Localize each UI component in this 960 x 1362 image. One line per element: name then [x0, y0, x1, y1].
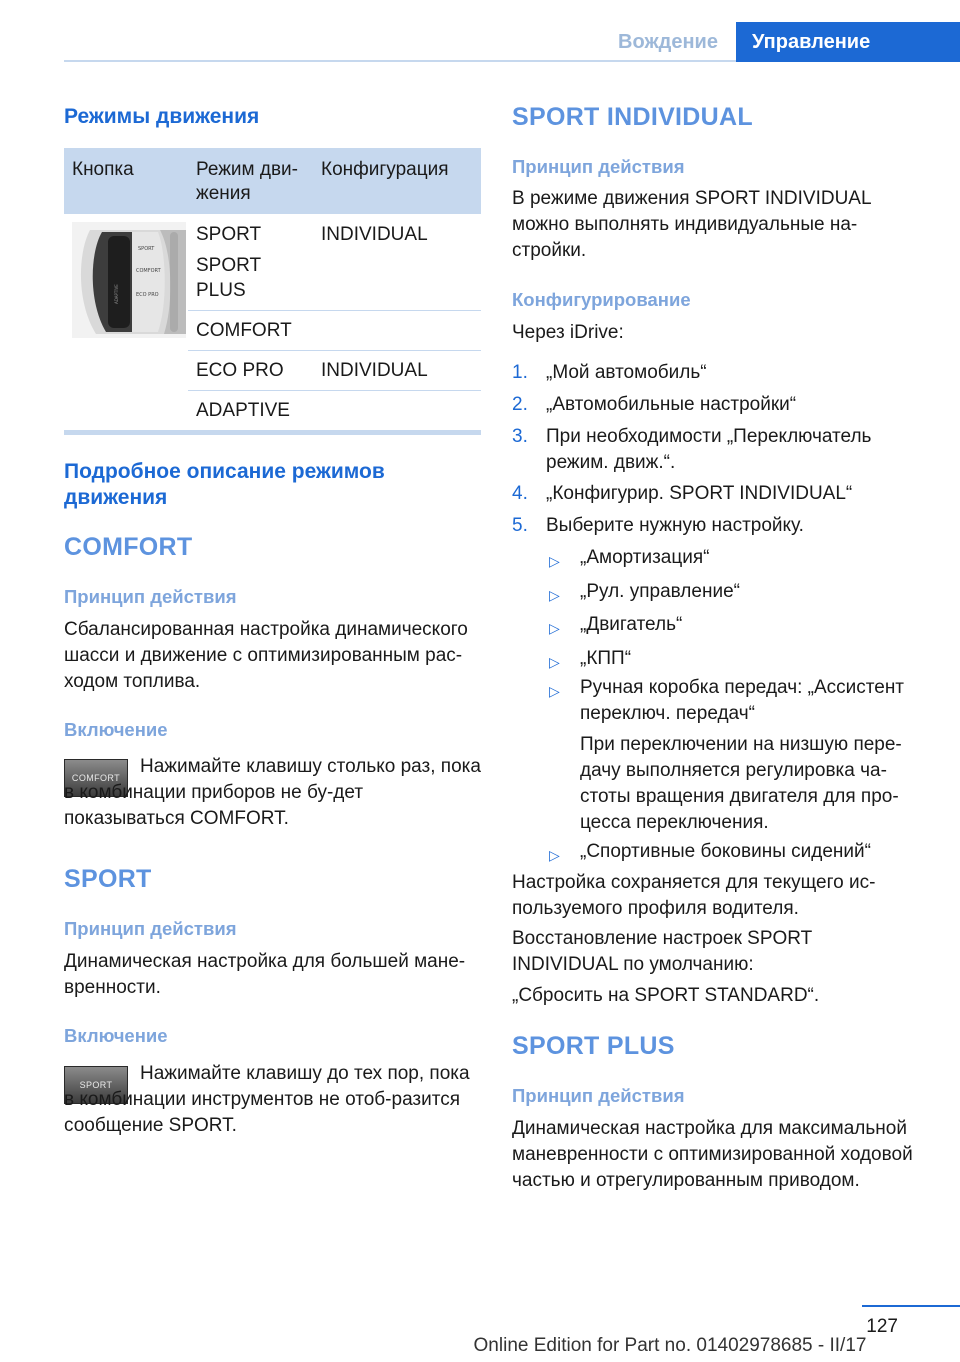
tab-controls[interactable]: Управление [736, 22, 960, 62]
individual-principle-text: В режиме движения SPORT INDIVIDUAL можно выполнять индивидуальные на-стройки. [512, 188, 871, 261]
header-config: Конфигурация [321, 159, 449, 180]
page-number: 127 [866, 1316, 898, 1337]
switch-label-comfort: COMFORT [136, 268, 161, 274]
reset-text: Восстановление настроек SPORT INDIVIDUAL по умолчанию: [512, 928, 812, 975]
individual-title: SPORT INDIVIDUAL [512, 103, 753, 131]
step-text: При необходимости „Переключатель режим. движ.“. [546, 426, 872, 473]
option-note: При переключении на низшую пере-дачу выполняется регулировка ча-стоты вращения двигателя для про-цесса переключения. [580, 734, 902, 833]
switch-label-eco-pro: ECO PRO [136, 292, 159, 298]
bullet-triangle-icon: ▷ [549, 847, 560, 863]
table-row-config: INDIVIDUAL [321, 360, 428, 381]
config-intro: Через iDrive: [512, 322, 624, 343]
step-text: Выберите нужную настройку. [546, 515, 804, 536]
sport-plus-principle-heading: Принцип действия [512, 1085, 685, 1106]
step-number: 1. [512, 362, 528, 383]
table-row-mode: SPORT PLUS [196, 255, 262, 301]
switch-label-adaptive: ADAPTIVE [114, 284, 119, 304]
table-row-mode: ADAPTIVE [196, 400, 290, 421]
step-number: 2. [512, 394, 528, 415]
bullet-triangle-icon: ▷ [549, 620, 560, 636]
table-row-mode: SPORT [196, 224, 262, 245]
step-number: 5. [512, 515, 528, 536]
section-title-driving-modes: Режимы движения [64, 105, 260, 128]
table-row-mode: COMFORT [196, 320, 292, 341]
bullet-triangle-icon: ▷ [549, 553, 560, 569]
option-item: Ручная коробка передач: „Ассистент переключ. передач“ [580, 677, 905, 724]
saved-text: Настройка сохраняется для текущего ис-пользуемого профиля водителя. [512, 872, 876, 919]
comfort-principle-text: Сбалансированная настройка динамического шасси и движение с оптимизированным рас-ходом топлива. [64, 619, 468, 692]
switch-label-sport: SPORT [138, 246, 155, 252]
sport-title: SPORT [64, 865, 152, 893]
config-heading: Конфигурирование [512, 289, 691, 310]
step-number: 3. [512, 426, 528, 447]
sport-principle-text: Динамическая настройка для большей мане-вренности. [64, 951, 466, 998]
option-item: „КПП“ [580, 648, 632, 669]
sport-activation-text: Нажимайте клавишу до тех пор, пока в комбинации инструментов не отоб-разится сообщение SPORT. [64, 1063, 470, 1136]
footer-edition: Online Edition for Part no. 01402978685 - II/17 [473, 1335, 867, 1356]
comfort-button-image: COMFORT [64, 759, 128, 797]
option-item: „Амортизация“ [580, 547, 710, 568]
table-row-config: INDIVIDUAL [321, 224, 428, 245]
step-text: „Мой автомобиль“ [546, 362, 707, 383]
reset-value: „Сбросить на SPORT STANDARD“. [512, 985, 820, 1006]
sport-activation-heading: Включение [64, 1025, 168, 1046]
comfort-activation-heading: Включение [64, 719, 168, 740]
comfort-title: COMFORT [64, 533, 193, 561]
detail-title: Подробное описание режимов движения [64, 460, 385, 509]
step-text: „Конфигурир. SPORT INDIVIDUAL“ [546, 483, 853, 504]
option-item: „Двигатель“ [580, 614, 683, 635]
footer-rule [862, 1305, 960, 1307]
bullet-triangle-icon: ▷ [549, 587, 560, 603]
sport-plus-principle-text: Динамическая настройка для максимальной маневренности с оптимизированной ходовой частью и отрегулированным приводом. [512, 1118, 913, 1191]
bullet-triangle-icon: ▷ [549, 683, 560, 699]
step-number: 4. [512, 483, 528, 504]
sport-plus-title: SPORT PLUS [512, 1032, 675, 1060]
table-row-mode: ECO PRO [196, 360, 284, 381]
comfort-activation-text: Нажимайте клавишу столько раз, пока в комбинации приборов не бу-дет показываться COMFORT. [64, 756, 481, 829]
header-button: Кнопка [72, 159, 134, 180]
tab-driving[interactable]: Вождение [618, 31, 718, 53]
comfort-principle-heading: Принцип действия [64, 586, 237, 607]
mode-switch-image [72, 222, 186, 338]
table-bottom-rule [64, 430, 481, 435]
header-mode: Режим дви- жения [196, 159, 298, 204]
individual-principle-heading: Принцип действия [512, 156, 685, 177]
sport-principle-heading: Принцип действия [64, 918, 237, 939]
sport-button-image: SPORT [64, 1066, 128, 1104]
bullet-triangle-icon: ▷ [549, 654, 560, 670]
option-item: „Спортивные боковины сидений“ [580, 841, 871, 862]
step-text: „Автомобильные настройки“ [546, 394, 797, 415]
option-item: „Рул. управление“ [580, 581, 740, 602]
